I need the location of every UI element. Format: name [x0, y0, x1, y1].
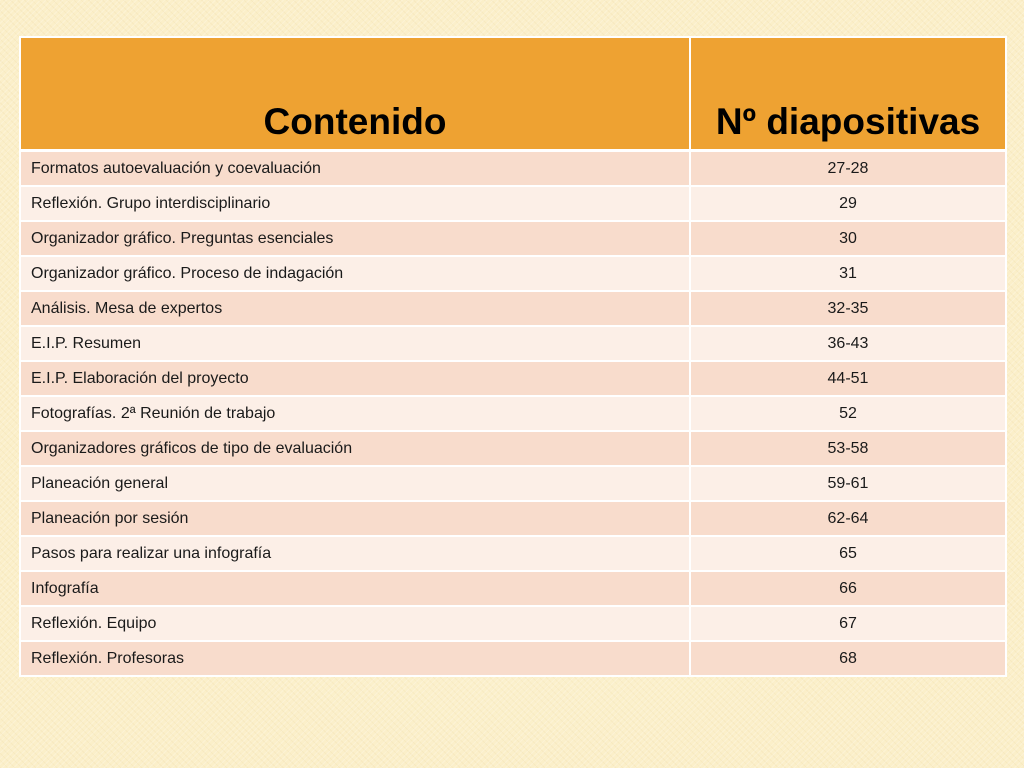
slides-cell: 30	[690, 221, 1006, 256]
content-cell: Planeación por sesión	[20, 501, 690, 536]
content-cell: Reflexión. Profesoras	[20, 641, 690, 676]
table-row	[20, 431, 1006, 466]
table-row	[20, 186, 1006, 221]
slides-cell: 27-28	[690, 151, 1006, 187]
content-cell: Organizador gráfico. Proceso de indagación	[20, 256, 690, 291]
slides-cell: 44-51	[690, 361, 1006, 396]
table-row	[20, 536, 1006, 571]
content-cell: Pasos para realizar una infografía	[20, 536, 690, 571]
content-cell: Fotografías. 2ª Reunión de trabajo	[20, 396, 690, 431]
table-row	[20, 221, 1006, 256]
slides-cell: 66	[690, 571, 1006, 606]
table-row	[20, 501, 1006, 536]
table-row	[20, 466, 1006, 501]
content-cell: Organizadores gráficos de tipo de evaluación	[20, 431, 690, 466]
content-cell: Infografía	[20, 571, 690, 606]
content-cell: Formatos autoevaluación y coevaluación	[20, 151, 690, 187]
slides-cell: 62-64	[690, 501, 1006, 536]
table-row	[20, 291, 1006, 326]
table-row	[20, 571, 1006, 606]
slides-cell: 68	[690, 641, 1006, 676]
content-cell: E.I.P. Resumen	[20, 326, 690, 361]
table-row	[20, 641, 1006, 676]
table-row	[20, 361, 1006, 396]
slides-cell: 52	[690, 396, 1006, 431]
content-cell: Reflexión. Equipo	[20, 606, 690, 641]
slides-cell: 53-58	[690, 431, 1006, 466]
slides-cell: 65	[690, 536, 1006, 571]
slides-cell: 32-35	[690, 291, 1006, 326]
slides-cell: 29	[690, 186, 1006, 221]
slides-cell: 67	[690, 606, 1006, 641]
table-row	[20, 396, 1006, 431]
slides-cell: 31	[690, 256, 1006, 291]
header-diapositivas: Nº diapositivas	[690, 37, 1006, 151]
content-cell: Análisis. Mesa de expertos	[20, 291, 690, 326]
table-row	[20, 256, 1006, 291]
table-row	[20, 326, 1006, 361]
slides-cell: 36-43	[690, 326, 1006, 361]
table-row	[20, 606, 1006, 641]
table-header-row	[20, 37, 1006, 151]
content-cell: E.I.P. Elaboración del proyecto	[20, 361, 690, 396]
header-contenido: Contenido	[20, 37, 690, 151]
content-cell: Planeación general	[20, 466, 690, 501]
slides-cell: 59-61	[690, 466, 1006, 501]
content-cell: Reflexión. Grupo interdisciplinario	[20, 186, 690, 221]
table-row	[20, 151, 1006, 187]
content-cell: Organizador gráfico. Preguntas esenciales	[20, 221, 690, 256]
contents-table	[19, 36, 1007, 677]
